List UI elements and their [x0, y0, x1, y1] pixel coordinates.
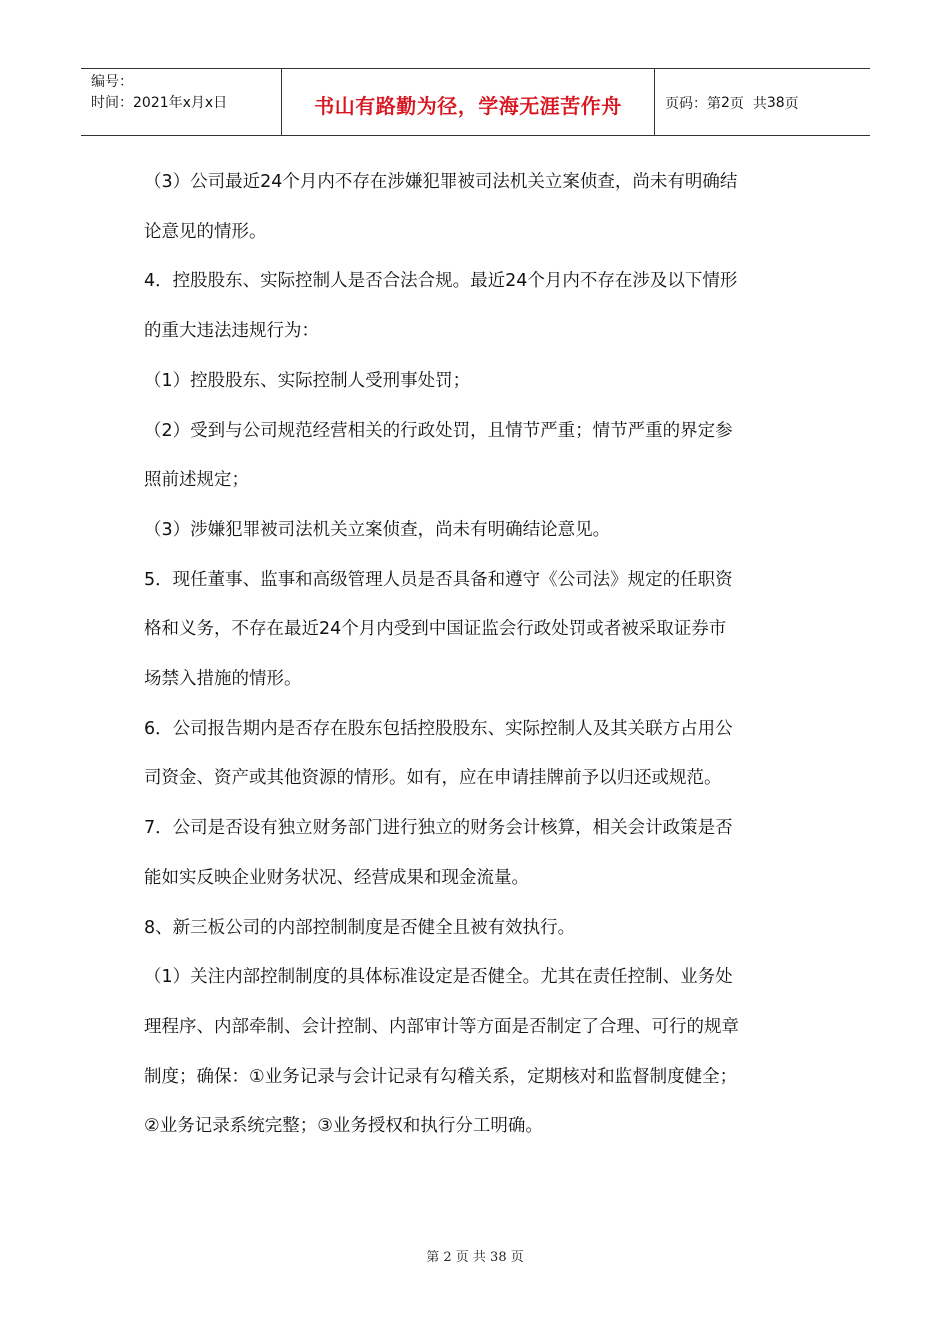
- header-meta-cell: [81, 69, 282, 135]
- page-label: 页码：第: [665, 96, 721, 112]
- header-page-cell: [655, 69, 870, 135]
- body-line: （1）关注内部控制制度的具体标准设定是否健全。尤其在责任控制、业务处: [144, 967, 733, 988]
- page-total: 38: [766, 95, 785, 111]
- header-motto: 书山有路勤为径，学海无涯苦作舟: [314, 93, 622, 118]
- body-line: （3）涉嫌犯罪被司法机关立案侦查，尚未有明确结论意见。: [144, 519, 611, 540]
- body-line: 制度；确保：①业务记录与会计记录有勾稽关系，定期核对和监督制度健全；: [144, 1066, 738, 1087]
- document-number-label: 编号：: [91, 74, 133, 90]
- document-body: [144, 158, 814, 1152]
- body-line: 格和义务，不存在最近24个月内受到中国证监会行政处罚或者被采取证券市: [144, 619, 727, 640]
- page-footer: 第 2 页 共 38 页: [426, 1250, 524, 1265]
- body-line: 7．公司是否设有独立财务部门进行独立的财务会计核算，相关会计政策是否: [144, 818, 733, 839]
- body-line: 司资金、资产或其他资源的情形。如有，应在申请挂牌前予以归还或规范。: [144, 768, 722, 789]
- body-line: 场禁入措施的情形。: [144, 669, 302, 690]
- body-line: （3）公司最近24个月内不存在涉嫌犯罪被司法机关立案侦查，尚未有明确结: [144, 172, 738, 192]
- body-line: 4．控股股东、实际控制人是否合法合规。最近24个月内不存在涉及以下情形: [144, 271, 738, 292]
- header-motto-cell: [282, 69, 655, 135]
- body-line: 能如实反映企业财务状况、经营成果和现金流量。: [144, 867, 529, 888]
- body-line: 照前述规定；: [144, 470, 249, 491]
- body-line: （2）受到与公司规范经营相关的行政处罚，且情节严重；情节严重的界定参: [144, 420, 733, 441]
- body-line: ②业务记录系统完整；③业务授权和执行分工明确。: [144, 1116, 543, 1137]
- body-line: 论意见的情形。: [144, 221, 267, 242]
- body-line: 8、新三板公司的内部控制制度是否健全且被有效执行。: [144, 917, 576, 938]
- page-current: 2: [721, 95, 730, 111]
- body-line: （1）控股股东、实际控制人受刑事处罚；: [144, 370, 471, 391]
- body-line: 理程序、内部牵制、会计控制、内部审计等方面是否制定了合理、可行的规章: [144, 1016, 739, 1037]
- body-line: 5．现任董事、监事和高级管理人员是否具备和遵守《公司法》规定的任职资: [144, 569, 733, 590]
- body-line: 的重大违法违规行为：: [144, 321, 319, 342]
- page-mid-label: 页 共: [729, 96, 767, 112]
- body-line: 6．公司报告期内是否存在股东包括控股股东、实际控制人及其关联方占用公: [144, 718, 733, 739]
- document-date: 时间：2021年x月x日: [91, 95, 228, 111]
- page-end-label: 页: [784, 96, 799, 112]
- document-header: [81, 68, 870, 136]
